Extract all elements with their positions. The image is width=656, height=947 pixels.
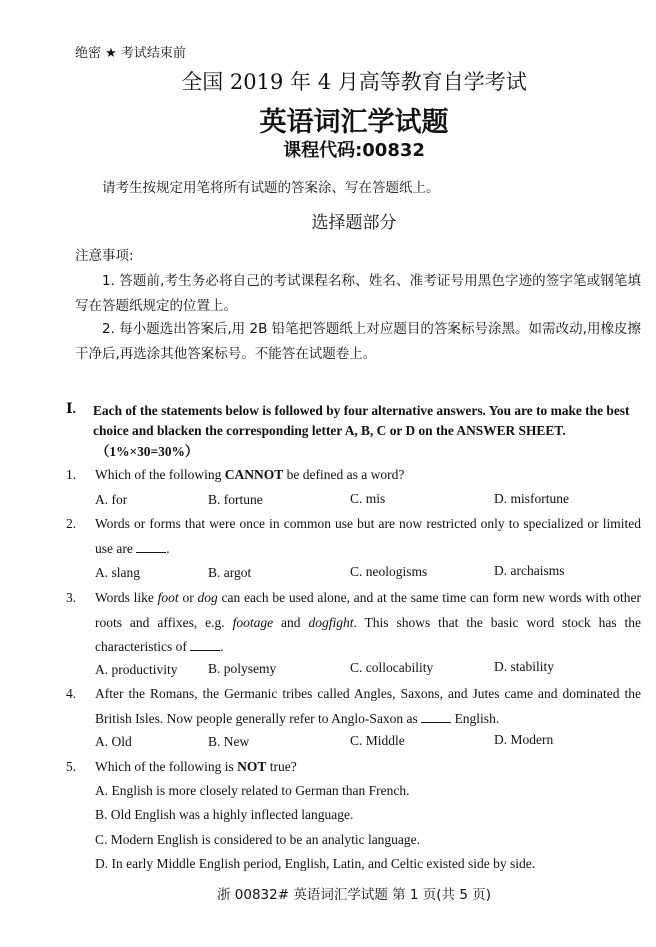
question-text (95, 463, 641, 488)
question-text (95, 512, 641, 561)
question-text (95, 682, 641, 731)
option-d: D. stability (494, 659, 554, 674)
question-number: 2. (66, 516, 77, 531)
question-text-part: Which of the following is (95, 759, 238, 774)
part-title: 选择题部分 (311, 213, 397, 233)
question-text-part: be defined as a word? (283, 467, 405, 482)
section-score: （1%×30=30%） (96, 444, 199, 459)
example-word: dog (197, 590, 218, 605)
answer-blank (136, 541, 166, 553)
option-a: A. productivity (95, 662, 178, 677)
section-directions: Each of the statements below is followed by four alternative answers. You are to make the best choice and blacken the corresponding letter A, B, C or D on the ANSWER SHEET. (93, 403, 630, 438)
question-text-part: . This shows that the basic word stock has the characteristics of (95, 614, 641, 654)
question-text-part: . (166, 540, 170, 556)
example-word: footage (232, 614, 274, 630)
subject-title: 英语词汇学试题 (259, 107, 449, 138)
question-text-part: can each be used alone, and at the same time can form new words with other roots and affixes, e.g. (95, 590, 641, 630)
option-a: A. slang (95, 565, 140, 580)
option-a: A. English is more closely related to German than French. (95, 783, 410, 798)
example-word: dogfight (308, 614, 354, 630)
option-d: D. misfortune (494, 491, 569, 506)
answer-blank (190, 639, 220, 651)
question-number: 4. (66, 686, 77, 701)
question-text-part: . (220, 639, 224, 654)
course-code: 课程代码:00832 (283, 140, 425, 161)
question-text-part: English. (451, 710, 500, 726)
notice-item-2: 2. 每小题选出答案后,用 2B 铅笔把答题纸上对应题目的答案标号涂黑。如需改动,用橡皮擦干净后,再选涂其他答案标号。不能答在试题卷上。 (75, 321, 641, 362)
option-a: A. for (95, 492, 128, 507)
question-text-part: Words or forms that were once in common use but are now restricted only to specialized or limited use are (95, 516, 641, 556)
option-c: C. Modern English is considered to be an analytic language. (95, 832, 421, 847)
question-text-part: Words like (95, 590, 158, 605)
confidential-label: 绝密 ★ 考试结束前 (75, 46, 186, 61)
question-text-part: true? (266, 759, 297, 774)
exam-title: 全国 2019 年 4 月高等教育自学考试 (181, 70, 527, 94)
question-text (95, 586, 641, 660)
question-number: 3. (66, 590, 77, 605)
page-footer: 浙 00832# 英语词汇学试题 第 1 页(共 5 页) (216, 887, 491, 903)
option-c: C. collocability (350, 660, 434, 675)
option-c: C. mis (350, 491, 386, 506)
option-b: B. polysemy (208, 661, 277, 676)
option-a: A. Old (95, 734, 132, 749)
option-c: C. neologisms (350, 564, 428, 579)
option-c: C. Middle (350, 733, 405, 748)
question-number: 5. (66, 759, 77, 774)
example-word: foot (157, 590, 179, 605)
option-d: D. Modern (494, 732, 554, 747)
option-b: B. Old English was a highly inflected language. (95, 807, 354, 822)
question-emphasis: NOT (237, 759, 267, 774)
question-emphasis: CANNOT (224, 467, 284, 482)
notice-item-1: 1. 答题前,考生务必将自己的考试课程名称、姓名、准考证号用黑色字迹的签字笔或钢笔填写在答题纸规定的位置上。 (75, 273, 641, 314)
option-d: D. In early Middle English period, English, Latin, and Celtic existed side by side. (95, 856, 536, 871)
answer-blank (421, 711, 451, 723)
question-text (95, 755, 641, 780)
question-number: 1. (66, 467, 77, 482)
question-text-part: After the Romans, the Germanic tribes called Angles, Saxons, and Jutes came and dominated the British Isles. Now people generally refer to Anglo-Saxon as (95, 686, 641, 726)
answer-instruction: 请考生按规定用笔将所有试题的答案涂、写在答题纸上。 (102, 180, 440, 196)
question-text-part: Which of the following (95, 467, 225, 482)
option-b: B. argot (208, 565, 252, 580)
notice-heading: 注意事项: (75, 248, 134, 264)
section-number: Ⅰ. (66, 402, 77, 417)
question-text-part: or (178, 590, 198, 605)
option-d: D. archaisms (494, 563, 565, 578)
option-b: B. New (208, 734, 250, 749)
question-text-part: and (273, 614, 309, 630)
option-b: B. fortune (208, 492, 263, 507)
